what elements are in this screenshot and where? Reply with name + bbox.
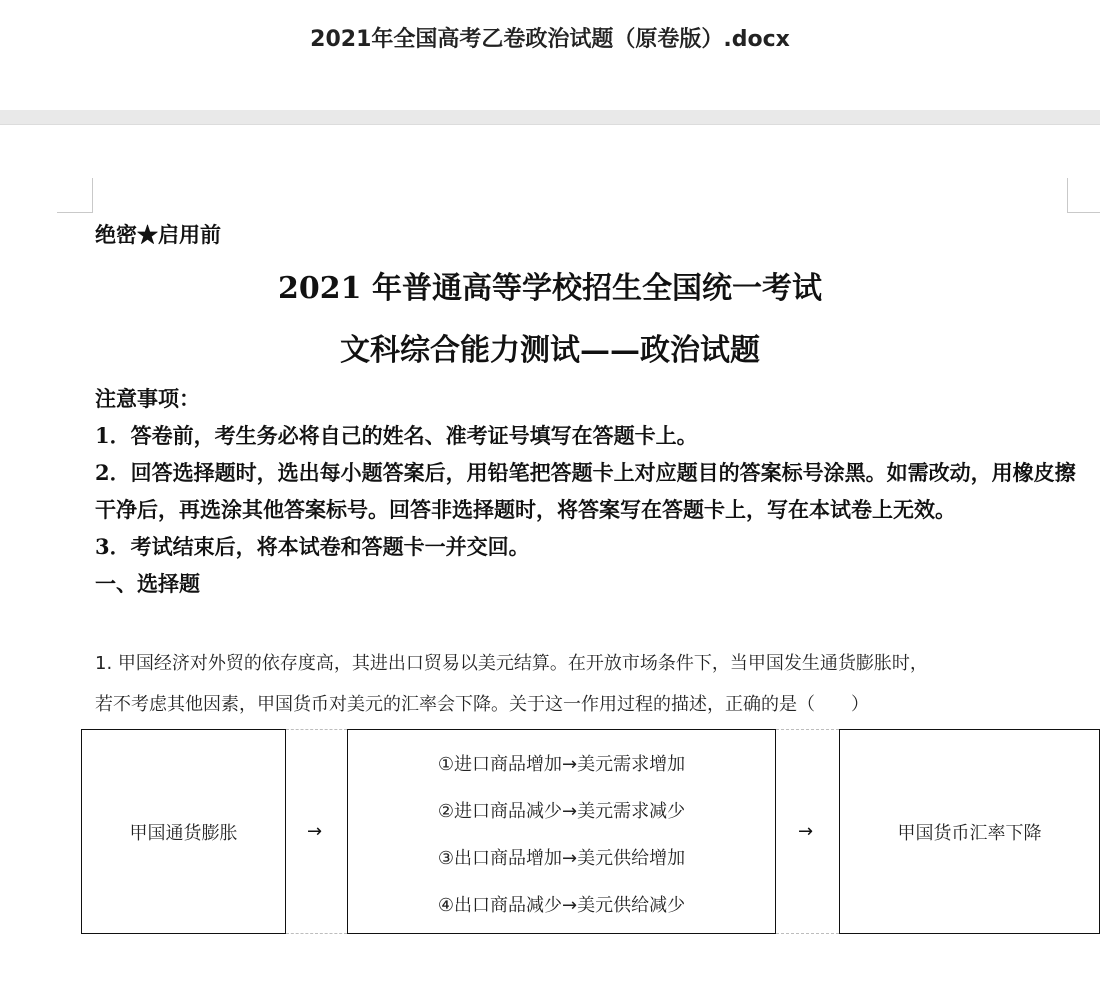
effect-box [839, 729, 1100, 934]
notes-section [95, 380, 1095, 602]
option-item: ③出口商品增加→美元供给增加 [437, 848, 686, 869]
table-border [286, 933, 347, 934]
notes-heading: 注意事项： [95, 386, 200, 411]
table-border [776, 933, 839, 934]
question-1 [95, 643, 1095, 725]
note-item: 1．答卷前，考生务必将自己的姓名、准考证号填写在答题卡上。 [95, 423, 698, 448]
note-item: 2．回答选择题时，选出每小题答案后，用铅笔把答题卡上对应题目的答案标号涂黑。如需改动，用橡皮擦干净后，再选涂其他答案标号。回答非选择题时，将答案写在答题卡上，写在本试卷上无效。 [95, 460, 1076, 522]
question-text: 若不考虑其他因素，甲国货币对美元的汇率会下降。关于这一作用过程的描述，正确的是（ ） [95, 694, 869, 715]
arrow-icon: → [307, 821, 323, 842]
crop-mark [92, 178, 93, 213]
section-heading: 一、选择题 [95, 571, 200, 596]
title-bar [0, 0, 1100, 110]
crop-mark [57, 212, 93, 213]
option-item: ④出口商品减少→美元供给减少 [437, 895, 686, 916]
exam-subtitle: 文科综合能力测试——政治试题 [340, 333, 760, 368]
secret-label: 绝密★启用前 [95, 222, 221, 247]
option-item: ②进口商品减少→美元需求减少 [437, 801, 686, 822]
crop-mark [1067, 178, 1068, 213]
option-item: ①进口商品增加→美元需求增加 [437, 754, 686, 775]
effect-text: 甲国货币汇率下降 [897, 822, 1042, 844]
options-box [347, 729, 776, 934]
cause-text: 甲国通货膨胀 [129, 822, 238, 844]
cause-box [81, 729, 286, 934]
question-text: 1. 甲国经济对外贸的依存度高，其进出口贸易以美元结算。在开放市场条件下，当甲国发生通货膨胀时， [95, 653, 928, 674]
document-page[interactable] [0, 125, 1100, 990]
table-border [286, 729, 347, 730]
window-title: 2021年全国高考乙卷政治试题（原卷版）.docx [310, 27, 790, 52]
table-border [776, 729, 839, 730]
page-separator [0, 110, 1100, 125]
crop-mark [1067, 212, 1100, 213]
arrow-icon: → [798, 821, 814, 842]
note-item: 3．考试结束后，将本试卷和答题卡一并交回。 [95, 534, 530, 559]
exam-title: 2021 年普通高等学校招生全国统一考试 [278, 271, 822, 306]
